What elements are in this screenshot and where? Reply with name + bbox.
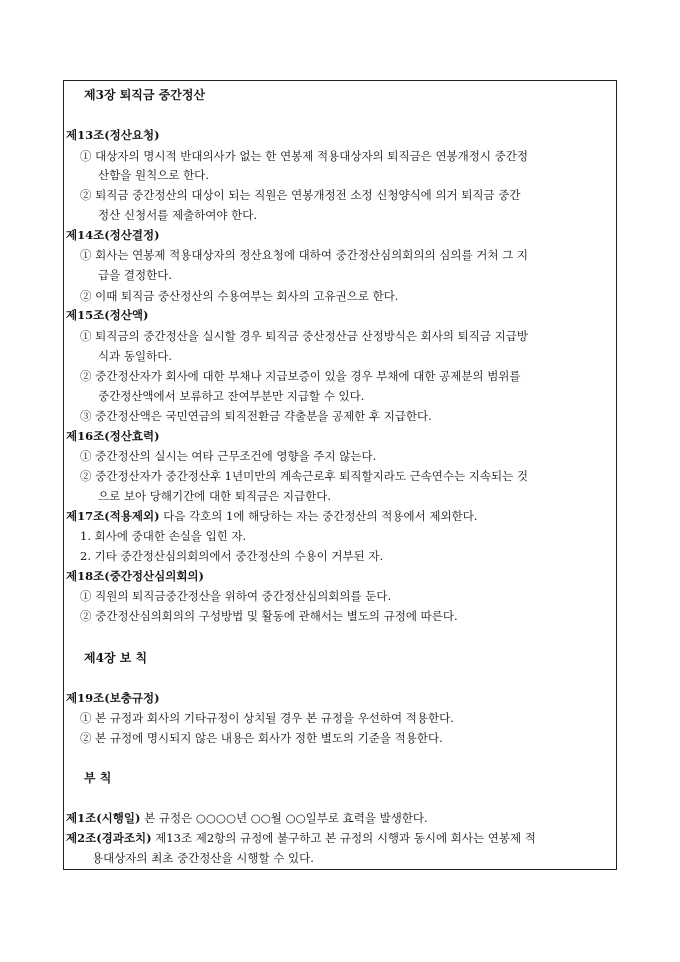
article15-para2-line2: 중간정산액에서 보류하고 잔여부분만 지급할 수 있다. xyxy=(98,389,365,403)
article18-para1: ① 직원의 퇴직금중간정산을 위하여 중간정산심의회의를 둔다. xyxy=(80,589,392,603)
article13-para1-line2: 산함을 원칙으로 한다. xyxy=(98,168,209,182)
article19-title: 제19조(보충규정) xyxy=(66,691,160,705)
document-frame xyxy=(63,80,617,870)
article14-para1-line2: 급을 결정한다. xyxy=(98,268,172,282)
supp-article1-line xyxy=(66,810,428,826)
article17-title: 제17조(적용제외) xyxy=(66,509,160,523)
supp-article2-title: 제2조(경과조치) xyxy=(66,831,152,845)
article16-para2-line1: ② 중간정산자가 중간정산후 1년미만의 계속근로후 퇴직할지라도 근속연수는 지속되는 것 xyxy=(80,469,528,483)
article16-title: 제16조(정산효력) xyxy=(66,429,160,443)
supp-article2-line1 xyxy=(66,830,536,846)
supplementary-title: 부 칙 xyxy=(84,771,112,785)
article18-title: 제18조(중간정산심의회의) xyxy=(66,569,204,583)
article14-para2: ② 이때 퇴직금 중산정산의 수용여부는 회사의 고유권으로 한다. xyxy=(80,289,399,303)
article14-title: 제14조(정산결정) xyxy=(66,228,160,242)
article13-title: 제13조(정산요청) xyxy=(66,128,160,142)
supp-article1-text: 본 규정은 ○○○○년 ○○월 ○○일부로 효력을 발생한다. xyxy=(140,811,428,825)
article13-para2-line2: 정산 신청서를 제출하여야 한다. xyxy=(98,208,258,222)
supp-article2-text-line1: 제13조 제2항의 규정에 불구하고 본 규정의 시행과 동시에 회사는 연봉제 적 xyxy=(151,831,536,845)
article13-para1-line1: ① 대상자의 명시적 반대의사가 없는 한 연봉제 적용대상자의 퇴직금은 연봉개정시 중간정 xyxy=(80,149,528,163)
article18-para2: ② 중간정산심의회의의 구성방법 및 활동에 관해서는 별도의 규정에 따른다. xyxy=(80,609,458,623)
article14-para1-line1: ① 회사는 연봉제 적용대상자의 정산요청에 대하여 중간정산심의회의의 심의를 거쳐 그 지 xyxy=(80,248,528,262)
supp-article1-title: 제1조(시행일) xyxy=(66,811,141,825)
article15-para1-line2: 식과 동일하다. xyxy=(98,349,172,363)
article15-title: 제15조(정산액) xyxy=(66,308,149,322)
article16-para2-line2: 으로 보아 당해기간에 대한 퇴직금은 지급한다. xyxy=(98,489,332,503)
article15-para2-line1: ② 중간정산자가 회사에 대한 부채나 지급보증이 있을 경우 부채에 대한 공제분의 범위를 xyxy=(80,369,521,383)
article16-para1: ① 중간정산의 실시는 여타 근무조건에 영향을 주지 않는다. xyxy=(80,449,377,463)
article15-para3: ③ 중간정산액은 국민연금의 퇴직전환금 갹출분을 공제한 후 지급한다. xyxy=(80,409,432,423)
article17-item2: 2. 기타 중간정산심의회의에서 중간정산의 수용이 거부된 자. xyxy=(80,549,384,563)
article17-line xyxy=(66,508,478,524)
article19-para1: ① 본 규정과 회사의 기타규정이 상치될 경우 본 규정을 우선하여 적용한다. xyxy=(80,711,454,725)
chapter3-title: 제3장 퇴직금 중간정산 xyxy=(84,88,206,102)
article15-para1-line1: ① 퇴직금의 중간정산을 실시할 경우 퇴직금 중산정산금 산정방식은 회사의 퇴직금 지급방 xyxy=(80,329,528,343)
article17-item1: 1. 회사에 중대한 손실을 입힌 자. xyxy=(80,529,247,543)
article13-para2-line1: ② 퇴직금 중간정산의 대상이 되는 직원은 연봉개정전 소정 신청양식에 의거 퇴직금 중간 xyxy=(80,188,521,202)
supp-article2-text-line2: 용대상자의 최초 중간정산을 시행할 수 있다. xyxy=(92,851,314,865)
article19-para2: ② 본 규정에 명시되지 않은 내용은 회사가 정한 별도의 기준을 적용한다. xyxy=(80,731,443,745)
chapter4-title: 제4장 보 칙 xyxy=(84,651,148,665)
article17-text: 다음 각호의 1에 해당하는 자는 중간정산의 적용에서 제외한다. xyxy=(159,509,478,523)
